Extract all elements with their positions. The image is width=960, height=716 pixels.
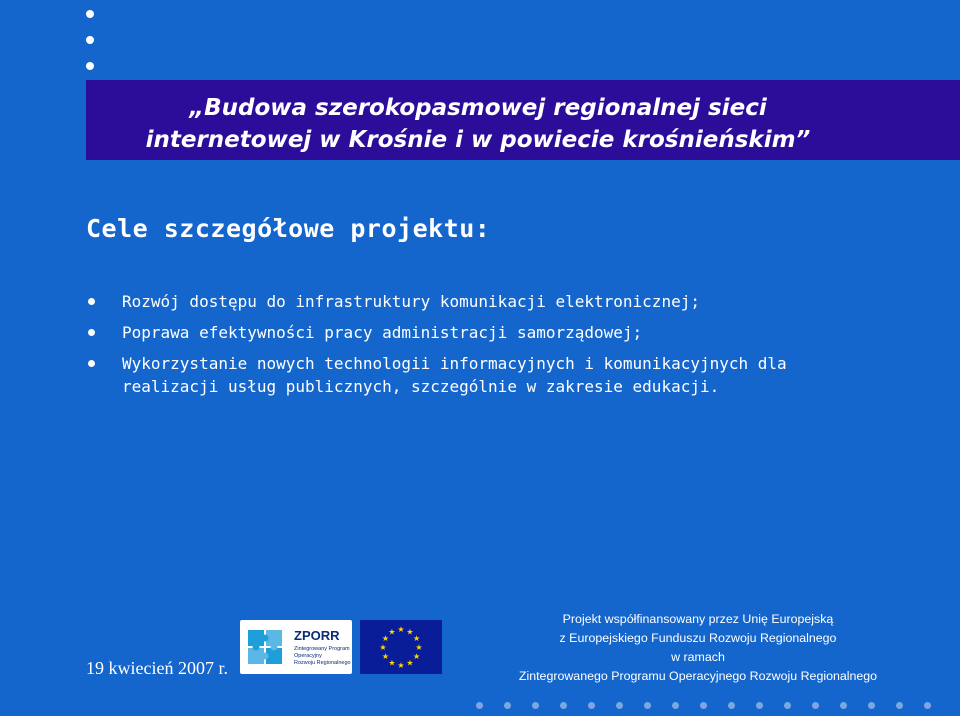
decor-dot-icon: [700, 702, 707, 709]
bullet-dot-icon: [88, 298, 95, 305]
funding-line: Projekt współfinansowany przez Unię Europejską: [562, 612, 834, 626]
decor-dot-icon: [672, 702, 679, 709]
bullet-text: Wykorzystanie nowych technologii informacyjnych i komunikacyjnych dla realizacji usług publicznych, szczególnie w zakresie edukacji.: [122, 354, 787, 396]
eu-star-icon: ★: [397, 661, 405, 670]
eu-star-icon: ★: [388, 627, 396, 637]
title-line-1: „Budowa szerokopasmowej regionalnej sieci: [189, 95, 767, 121]
decor-dot-icon: [644, 702, 651, 709]
slide-title: [98, 92, 858, 156]
decor-dot-icon: [476, 702, 483, 709]
zporr-caption-2: Operacyjny: [294, 653, 322, 659]
decor-dot-icon: [840, 702, 847, 709]
decor-dot-icon: [812, 702, 819, 709]
title-line-2: internetowej w Krośnie i w powiecie krośnieńskim”: [145, 127, 811, 153]
decor-dot-icon: [896, 702, 903, 709]
funding-line: z Europejskiego Funduszu Rozwoju Regionalnego: [559, 631, 837, 645]
bullet-text: Rozwój dostępu do infrastruktury komunikacji elektronicznej;: [122, 292, 700, 311]
zporr-puzzle-icon: [240, 620, 352, 674]
bullet-item: [86, 352, 886, 398]
eu-star-icon: ★: [406, 658, 414, 668]
funding-line: Zintegrowanego Programu Operacyjnego Rozwoju Regionalnego: [518, 669, 878, 683]
decor-dot-icon: [868, 702, 875, 709]
slide-date: 19 kwiecień 2007 r.: [86, 658, 228, 678]
decor-dot-icon: [784, 702, 791, 709]
eu-star-icon: ★: [388, 658, 396, 668]
decor-dot-icon: [756, 702, 763, 709]
decor-dot-icon: [616, 702, 623, 709]
decor-dot-icon: [560, 702, 567, 709]
decor-dot-icon: [728, 702, 735, 709]
decor-dot-icon: [86, 10, 94, 18]
bullet-list: [86, 290, 886, 406]
eu-star-icon: ★: [406, 627, 414, 637]
decor-dot-icon: [504, 702, 511, 709]
zporr-name: ZPORR: [294, 628, 340, 643]
bullet-item: [86, 321, 886, 344]
zporr-logo: [240, 620, 352, 674]
decor-dot-icon: [532, 702, 539, 709]
eu-star-icon: ★: [397, 625, 405, 634]
bullet-item: [86, 290, 886, 313]
decor-dot-icon: [588, 702, 595, 709]
eu-star-icon: ★: [413, 634, 421, 643]
eu-star-icon: ★: [381, 634, 389, 643]
slide-subtitle: Cele szczegółowe projektu:: [86, 214, 491, 243]
decor-dot-icon: [924, 702, 931, 709]
decor-dot-icon: [86, 36, 94, 44]
eu-flag: [360, 620, 442, 674]
bullet-dot-icon: [88, 329, 95, 336]
bullet-text: Poprawa efektywności pracy administracji samorządowej;: [122, 323, 643, 342]
eu-star-icon: ★: [379, 643, 387, 652]
eu-star-icon: ★: [413, 652, 421, 661]
funding-note: [498, 610, 898, 686]
zporr-caption-1: Zintegrowany Program: [294, 646, 350, 652]
decor-dot-icon: [86, 62, 94, 70]
eu-star-icon: ★: [415, 643, 423, 652]
eu-star-icon: ★: [381, 652, 389, 661]
eu-flag-icon: [360, 620, 442, 674]
funding-line: w ramach: [671, 650, 725, 664]
zporr-caption-3: Rozwoju Regionalnego: [294, 660, 351, 666]
bullet-dot-icon: [88, 360, 95, 367]
